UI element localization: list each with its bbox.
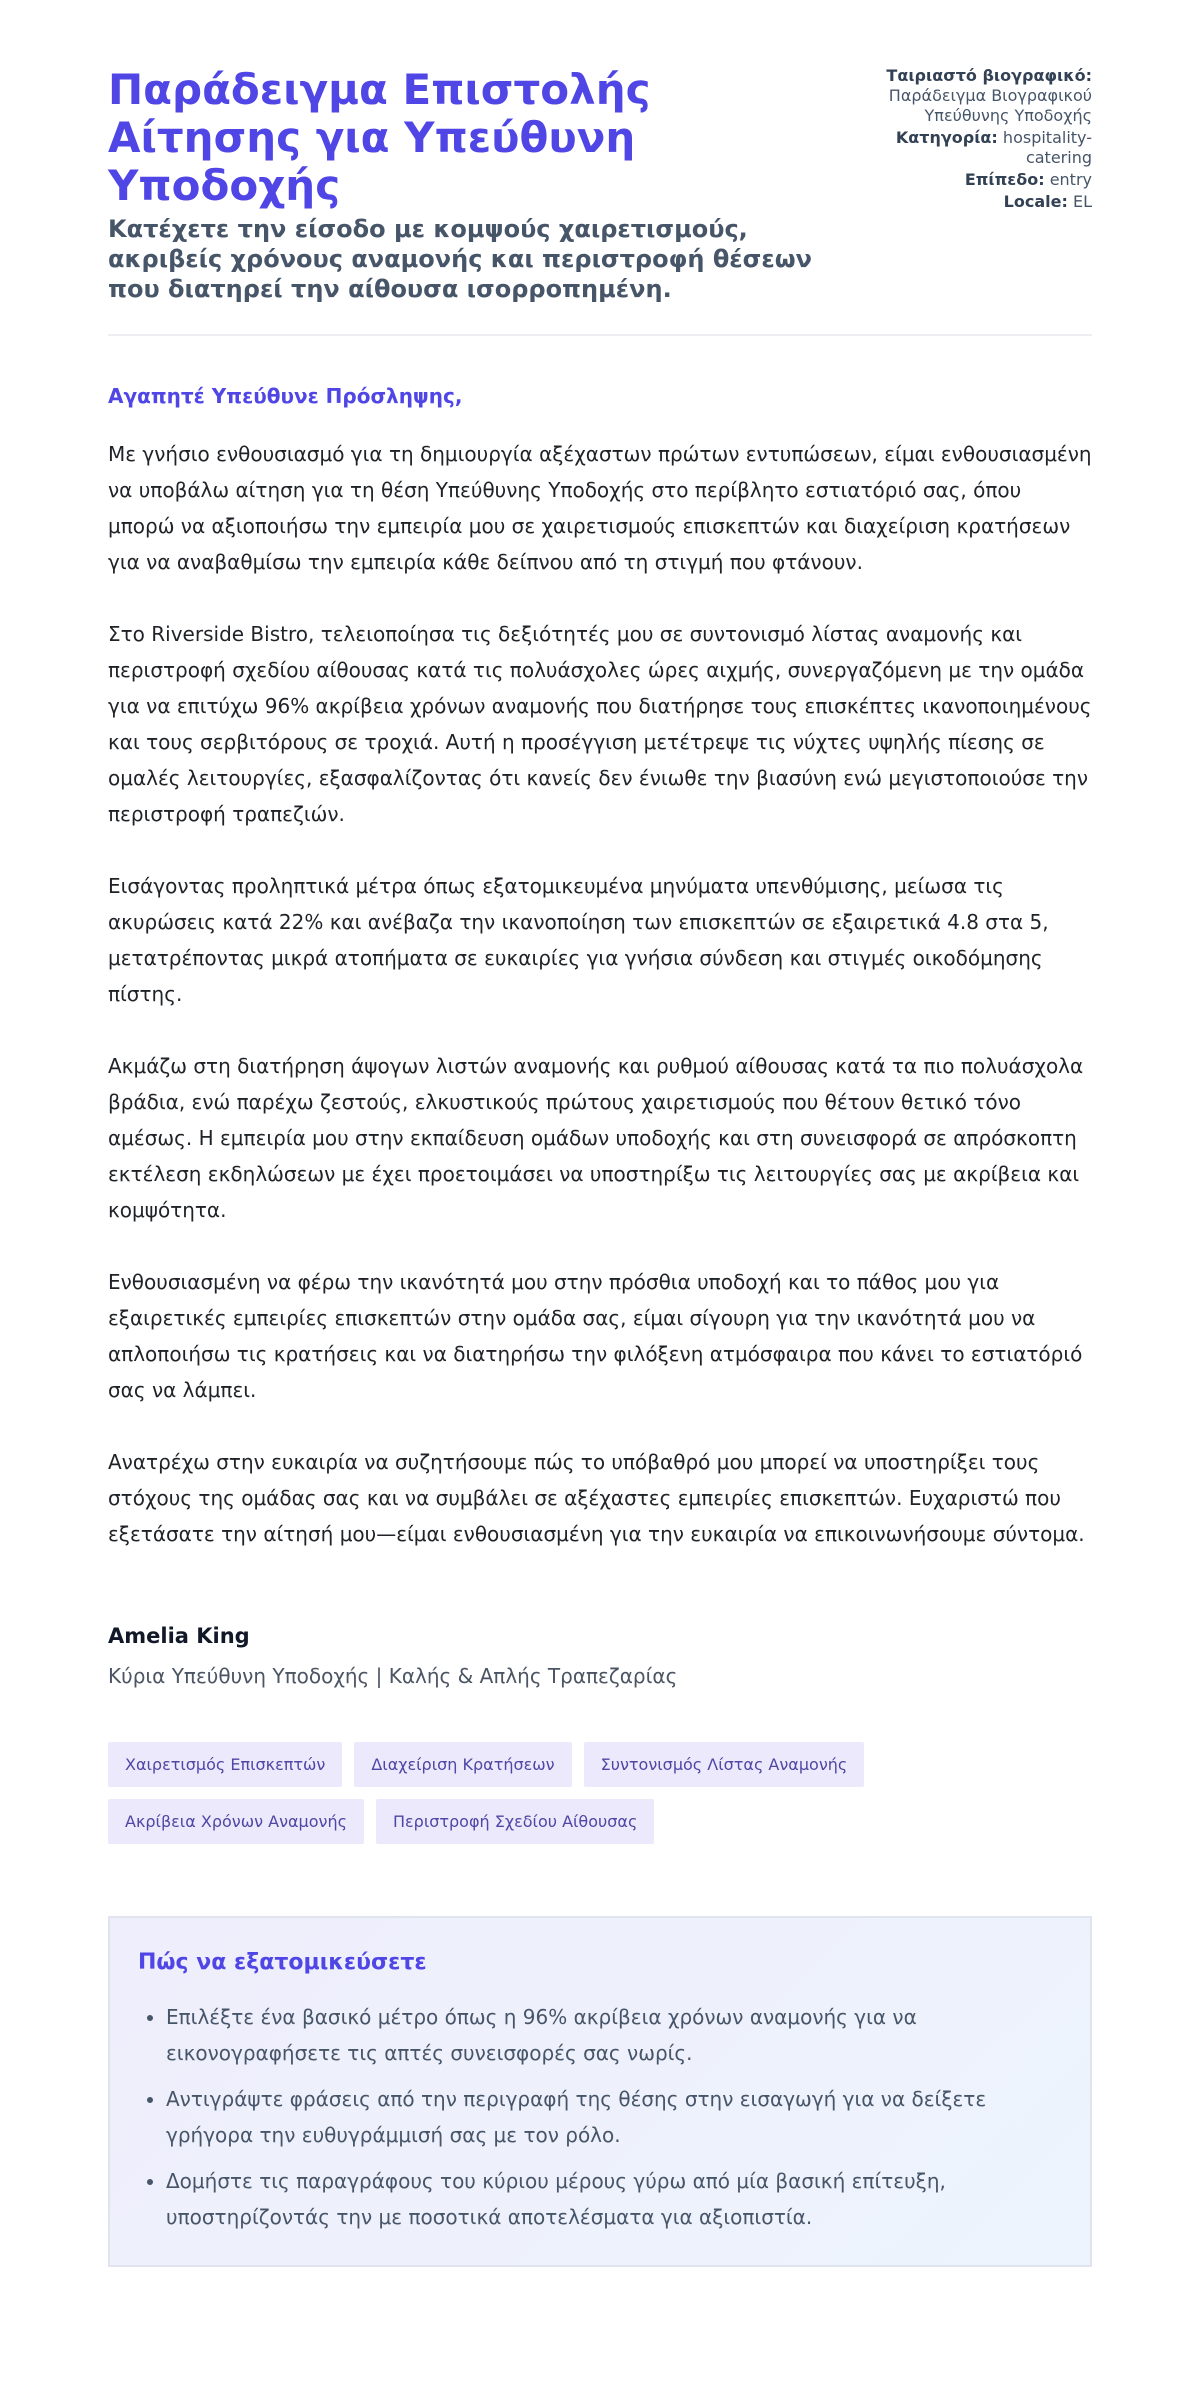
page-subtitle: Κατέχετε την είσοδο με κομψούς χαιρετισμούς, ακριβείς χρόνους αναμονής και περιστροφή θέσεων που διατηρεί την αίθουσα ισορροπημένη. [108,215,812,303]
skill-tag: Συντονισμός Λίστας Αναμονής [584,1742,865,1787]
meta-category-label: Κατηγορία: [895,128,998,147]
meta-locale-label: Locale: [1003,192,1068,211]
meta-locale-value: EL [1072,192,1092,211]
letter-paragraph: Εισάγοντας προληπτικά μέτρα όπως εξατομικευμένα μηνύματα υπενθύμισης, μείωσα τις ακυρώσεις κατά 22% και ανέβαζα την ικανοποίηση των επισκεπτών σε εξαιρετικά 4.8 στα 5, μετατρέποντας μικρά ατοπήματα σε ευκαιρίες για γνήσια σύνδεση και στιγμές οικοδόμησης πίστης. [108,874,1049,1006]
signature-block [108,1624,1092,1688]
letter-paragraph: Ακμάζω στη διατήρηση άψογων λιστών αναμονής και ρυθμού αίθουσας κατά τα πιο πολυάσχολα βράδια, ενώ παρέχω ζεστούς, ελκυστικούς πρώτους χαιρετισμούς που θέτουν θετικό τόνο αμέσως. Η εμπειρία μου στην εκπαίδευση ομάδων υποδοχής και στη συνεισφορά σε απρόσκοπτη εκτέλεση εκδηλώσεων με έχει προετοιμάσει να υποστηρίξω τις λειτουργίες σας με ακρίβεια και κομψότητα. [108,1054,1084,1222]
meta-category-value: hospitality-catering [1002,128,1092,167]
salutation: Αγαπητέ Υπεύθυνε Πρόσληψης, [108,384,463,408]
skill-tag: Χαιρετισμός Επισκεπτών [108,1742,342,1787]
meta-category [862,128,1092,168]
meta-locale [862,192,1092,212]
letter-paragraph: Με γνήσιο ενθουσιασμό για τη δημιουργία αξέχαστων πρώτων εντυπώσεων, είμαι ενθουσιασμένη να υποβάλω αίτηση για τη θέση Υπεύθυνης Υποδοχής στο περίβλητο εστιατόριό σας, όπου μπορώ να αξιοποιήσω την εμπειρία μου σε χαιρετισμούς επισκεπτών και διαχείριση κρατήσεων για να αναβαθμίσω την εμπειρία κάθε δείπνου από τη στιγμή που φτάνουν. [108,442,1092,574]
page-header [108,60,1092,336]
skill-tag: Διαχείριση Κρατήσεων [354,1742,571,1787]
meta-level-value: entry [1049,170,1092,189]
tip-item: • Δομήστε τις παραγράφους του κύριου μέρους γύρω από μία βασική επίτευξη, υποστηρίζοντάς την με ποσοτικά αποτελέσματα για αξιοπιστία. [166,2163,1062,2235]
meta-level-label: Επίπεδο: [964,170,1045,189]
meta-panel [862,60,1092,214]
meta-level [862,170,1092,190]
signature-name: Amelia King [108,1624,250,1648]
tips-list [138,1999,1062,2235]
tips-title: Πώς να εξατομικεύσετε [138,1950,427,1975]
customization-tips [108,1916,1092,2267]
meta-resume-label: Ταιριαστό βιογραφικό: [886,66,1092,85]
letter-body [108,384,1092,1552]
letter-paragraph: Ανατρέχω στην ευκαιρία να συζητήσουμε πώς το υπόβαθρό μου μπορεί να υποστηρίξει τους στόχους της ομάδας σας και να συμβάλει σε αξέχαστες εμπειρίες επισκεπτών. Ευχαριστώ που εξετάσατε την αίτησή μου—είμαι ενθουσιασμένη για την ευκαιρία να επικοινωνήσουμε σύντομα. [108,1450,1085,1546]
header-titles [108,60,828,304]
meta-resume [862,66,1092,126]
tip-item: • Επιλέξτε ένα βασικό μέτρο όπως η 96% ακρίβεια χρόνων αναμονής για να εικονογραφήσετε τις απτές συνεισφορές σας νωρίς. [166,1999,1062,2071]
letter-paragraph: Ενθουσιασμένη να φέρω την ικανότητά μου στην πρόσθια υποδοχή και το πάθος μου για εξαιρετικές εμπειρίες επισκεπτών στην ομάδα σας, είμαι σίγουρη για την ικανότητά μου να απλοποιήσω τις κρατήσεις και να διατηρήσω την φιλόξενη ατμόσφαιρα που κάνει το εστιατόριό σας να λάμπει. [108,1270,1083,1402]
skill-tags [108,1742,1008,1844]
skill-tag: Ακρίβεια Χρόνων Αναμονής [108,1799,364,1844]
letter-paragraph: Στο Riverside Bistro, τελειοποίησα τις δεξιότητές μου σε συντονισμό λίστας αναμονής και περιστροφή σχεδίου αίθουσας κατά τις πολυάσχολες ώρες αιχμής, συνεργαζόμενη με την ομάδα για να επιτύχω 96% ακρίβεια χρόνων αναμονής που διατήρησε τους επισκέπτες ικανοποιημένους και τους σερβιτόρους σε τροχιά. Αυτή η προσέγγιση μετέτρεψε τις νύχτες υψηλής πίεσης σε ομαλές λειτουργίες, εξασφαλίζοντας ότι κανείς δεν ένιωθε την βιασύνη ενώ μεγιστοποιούσε την περιστροφή τραπεζιών. [108,622,1092,826]
page-title: Παράδειγμα Επιστολής Αίτησης για Υπεύθυνη Υποδοχής [108,65,651,210]
skill-tag: Περιστροφή Σχεδίου Αίθουσας [376,1799,654,1844]
tip-item: • Αντιγράψτε φράσεις από την περιγραφή της θέσης στην εισαγωγή για να δείξετε γρήγορα την ευθυγράμμισή σας με τον ρόλο. [166,2081,1062,2153]
meta-resume-value: Παράδειγμα Βιογραφικού Υπεύθυνης Υποδοχής [888,86,1092,125]
signature-title: Κύρια Υπεύθυνη Υποδοχής | Καλής & Απλής Τραπεζαρίας [108,1664,678,1688]
